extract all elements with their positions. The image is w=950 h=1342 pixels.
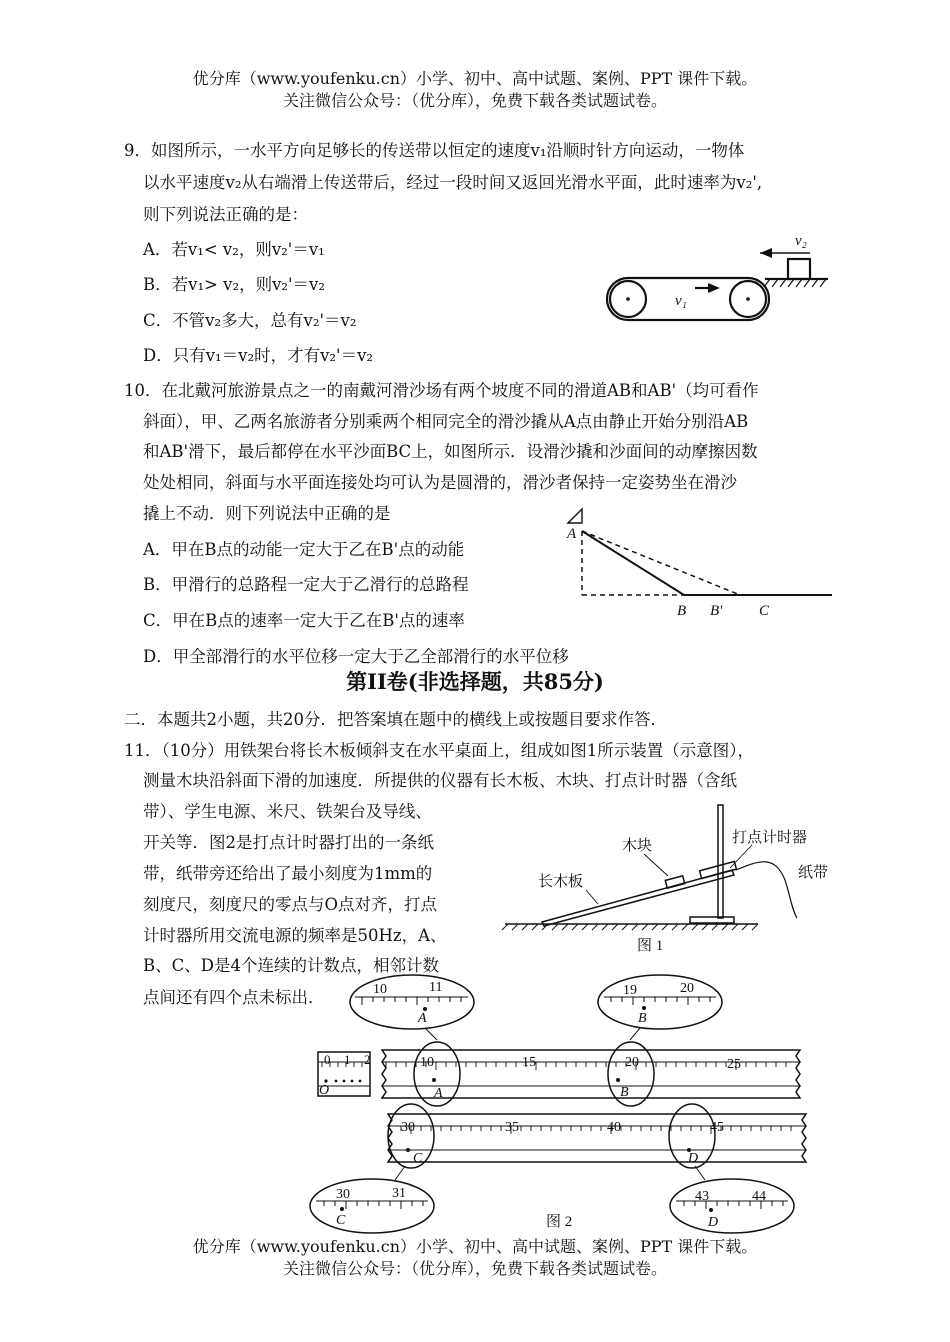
q9-stem-line-3: 则下列说法正确的是： [143,205,308,224]
sand-slide-figure [560,505,840,625]
point-c-label: C [413,1151,423,1166]
q9-option-a: A．若v₁< v₂，则v₂'＝v₁ [143,240,325,259]
stand-rod [718,805,723,918]
q9-stem-line-2: 以水平速度v₂从右端滑上传送带后，经过一段时间又返回光滑水平面，此时速率为v₂', [143,173,763,192]
point-d-label: D [688,1151,699,1166]
ruler-tick-45: 45 [710,1120,724,1135]
figure-1-caption: 图 1 [637,938,664,954]
header-line-1: 优分库（www.youfenku.cn）小学、初中、高中试题、案例、PPT 课件下载。 [192,69,758,88]
slope-ab-prime [582,531,740,595]
wood-block [665,876,684,888]
q10-stem-line-2: 斜面），甲、乙两名旅游者分别乘两个相同完全的滑沙撬从A点由静止开始分别沿AB [143,412,749,431]
block-label: 木块 [622,838,653,854]
incline-apparatus-figure [500,800,840,960]
ruler-tick-15: 15 [522,1055,536,1070]
v2-arrow [760,248,772,258]
q10-option-d: D．甲全部滑行的水平位移一定大于乙全部滑行的水平位移 [143,647,569,666]
zoom-b-tick-20: 20 [680,981,694,996]
stand-base [690,917,734,923]
zoom-b-point-label: B [638,1011,647,1026]
zoom-c-point-label: C [336,1213,346,1228]
q9-stem-line-1: 9．如图所示，一水平方向足够长的传送带以恒定的速度v₁沿顺时针方向运动，一物体 [124,141,745,160]
q11-stem-line-8: B、C、D是4个连续的计数点，相邻计数 [143,956,439,975]
q11-stem-line-6: 刻度尺，刻度尺的零点与O点对齐，打点 [143,895,438,914]
zoom-d-tick-44: 44 [752,1189,766,1204]
tape-label: 纸带 [798,865,829,881]
ruler-tick-40: 40 [607,1120,621,1135]
q10-option-b: B．甲滑行的总路程一定大于乙滑行的总路程 [143,575,469,594]
zoom-a-ellipse [350,975,474,1029]
section-2-title: 第II卷(非选择题，共85分) [346,669,604,694]
conveyor-belt-figure [600,226,840,326]
ruler-tick-10: 10 [420,1055,434,1070]
figure-2-caption: 图 2 [546,1214,573,1230]
header-line-2: 关注微信公众号：（优分库），免费下载各类试题试卷。 [282,91,667,110]
point-b-label: B [620,1085,629,1100]
q10-stem-line-1: 10．在北戴河旅游景点之一的南戴河滑沙场有两个坡度不同的滑道AB和AB'（均可看作 [124,381,759,400]
q11-stem-line-5: 带，纸带旁还给出了最小刻度为1mm的 [143,864,433,883]
section-2-intro: 二．本题共2小题，共20分．把答案填在题中的横线上或按题目要求作答． [124,710,667,729]
board-label: 长木板 [538,874,584,890]
ruler-tick-25: 25 [727,1057,741,1072]
q9-option-d: D．只有v₁＝v₂时，才有v₂'＝v₂ [143,346,374,365]
v2-label: v₂ [795,233,807,249]
v1-label: v₁ [675,293,687,309]
zoom-d-point-label: D [708,1215,719,1230]
zoom-d-tick-43: 43 [695,1189,709,1204]
zoom-b-ellipse [598,975,722,1029]
zoom-d-ellipse [670,1179,794,1233]
ruler-tick-2: 2 [364,1052,371,1067]
point-c-label: C [759,603,770,619]
paper-tape-figure [300,970,810,1240]
marker-b-ellipse [608,1042,654,1106]
ruler-tick-1: 1 [344,1052,351,1067]
zoom-a-tick-10: 10 [373,982,387,997]
zoom-ticks [316,997,788,1209]
q11-stem-line-7: 计时器所用交流电源的频率是50Hz，A、 [143,926,447,945]
zoom-c-ellipse [310,1179,434,1233]
object-block [788,259,810,279]
q11-stem-line-2: 测量木块沿斜面下滑的加速度．所提供的仪器有长木板、木块、打点计时器（含纸 [143,771,737,790]
timer-label: 打点计时器 [732,830,808,846]
slope-ab [582,531,684,595]
paper-tape-curve [736,862,797,918]
q10-option-c: C．甲在B点的速率一定大于乙在B'点的速率 [143,611,465,630]
ruler-tick-35: 35 [505,1120,519,1135]
point-o-label: O [319,1083,330,1098]
q9-option-b: B．若v₁> v₂，则v₂'＝v₂ [143,275,325,294]
point-b-prime-label: B' [710,603,723,619]
q10-stem-line-4: 处处相同，斜面与水平面连接处均可认为是圆滑的，滑沙者保持一定姿势坐在滑沙 [143,473,737,492]
point-a-label: A [567,526,577,542]
q11-stem-line-3: 带）、学生电源、米尺、铁架台及导线、 [143,802,432,821]
ruler-strip-2 [388,1114,806,1162]
zoom-a-point-label: A [418,1011,427,1026]
point-b-label: B [677,603,687,619]
zoom-b-tick-19: 19 [623,983,637,998]
q11-stem-line-9: 点间还有四个点未标出． [143,988,325,1007]
q10-option-a: A．甲在B点的动能一定大于乙在B'点的动能 [143,540,465,559]
zoom-c-tick-30: 30 [336,1187,350,1202]
q11-stem-line-1: 11．（10分）用铁架台将长木板倾斜支在水平桌面上，组成如图1所示装置（示意图）， [124,741,754,760]
zoom-c-tick-31: 31 [392,1186,406,1201]
q10-stem-line-3: 和AB'滑下，最后都停在水平沙面BC上，如图所示．设滑沙撬和沙面间的动摩擦因数 [143,442,758,461]
v1-arrow [708,283,720,293]
ruler-tick-0: 0 [324,1052,331,1067]
footer-line-2: 关注微信公众号：（优分库），免费下载各类试题试卷。 [282,1259,667,1278]
q11-stem-line-4: 开关等．图2是打点计时器打出的一条纸 [143,833,434,852]
ruler-tick-20: 20 [625,1055,639,1070]
tape-dots-start [324,1078,620,1083]
q10-stem-line-5: 撬上不动．则下列说法中正确的是 [143,504,391,523]
top-marker [568,509,582,523]
footer-line-1: 优分库（www.youfenku.cn）小学、初中、高中试题、案例、PPT 课件下载。 [192,1237,758,1256]
zoom-a-tick-11: 11 [429,980,443,995]
ruler-tick-30: 30 [401,1120,415,1135]
q9-option-c: C．不管v₂多大，总有v₂'＝v₂ [143,311,357,330]
point-a-label: A [434,1086,443,1101]
